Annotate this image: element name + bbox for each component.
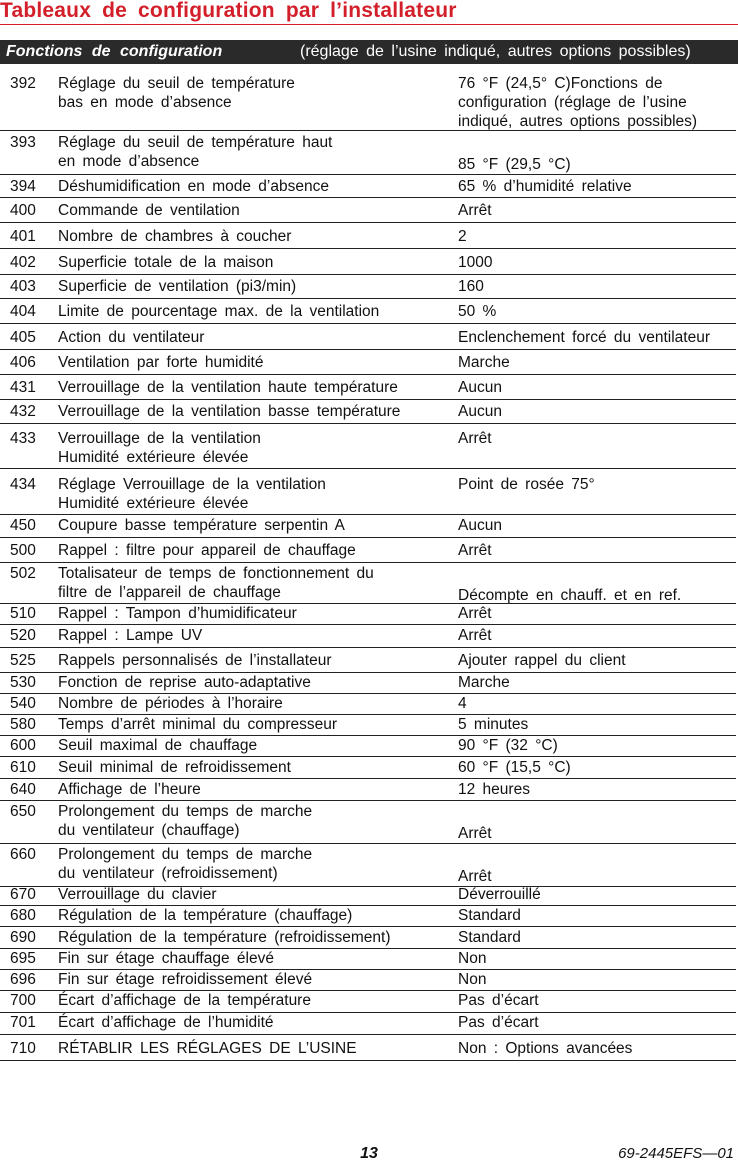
setting-code: 502 [10, 565, 36, 582]
table-row [0, 302, 736, 324]
setting-code: 660 [10, 846, 36, 863]
setting-code: 404 [10, 303, 36, 320]
setting-function-line: Fin sur étage refroidissement élevé [58, 971, 313, 988]
setting-default-value: Marche [458, 354, 510, 371]
setting-function-line: Réglage du seuil de température haut [58, 134, 333, 151]
table-row [0, 694, 736, 715]
setting-code: 402 [10, 254, 36, 271]
setting-default-value: Point de rosée 75° [458, 476, 595, 493]
setting-default-value: Enclenchement forcé du ventilateur [458, 329, 710, 346]
table-row [0, 353, 736, 375]
setting-code: 640 [10, 781, 36, 798]
table-row [0, 802, 736, 844]
title-rule [0, 24, 738, 25]
setting-function [58, 201, 443, 220]
setting-function [58, 564, 443, 602]
setting-function [58, 906, 443, 925]
setting-function-line: Commande de ventilation [58, 202, 240, 219]
table-row [0, 429, 736, 469]
setting-code: 403 [10, 278, 36, 295]
setting-function [58, 133, 443, 171]
setting-default-value: 2 [458, 228, 467, 245]
setting-function-line: Prolongement du temps de marche [58, 803, 313, 820]
setting-function [58, 302, 443, 321]
setting-code: 695 [10, 950, 36, 967]
table-row [0, 475, 736, 515]
setting-function-line: Rappel : filtre pour appareil de chauffage [58, 542, 356, 559]
setting-code: 400 [10, 202, 36, 219]
setting-default-value: Arrêt [458, 202, 492, 219]
page-number: 13 [360, 1145, 378, 1162]
setting-default-value: Aucun [458, 517, 502, 534]
setting-code: 701 [10, 1014, 36, 1031]
table-row [0, 564, 736, 604]
row-divider [0, 399, 736, 400]
row-divider [0, 222, 736, 223]
setting-function [58, 328, 443, 347]
setting-function [58, 802, 443, 840]
setting-default-value: Ajouter rappel du client [458, 652, 626, 669]
row-divider [0, 514, 736, 515]
setting-function [58, 970, 443, 989]
setting-function-line: Humidité extérieure élevée [58, 495, 249, 512]
setting-default-value: 5 minutes [458, 716, 529, 733]
row-divider [0, 374, 736, 375]
row-divider [0, 1060, 736, 1061]
table-row [0, 402, 736, 424]
setting-function [58, 475, 443, 513]
row-divider [0, 562, 736, 563]
setting-code: 610 [10, 759, 36, 776]
setting-default-value: Standard [458, 929, 521, 946]
row-divider [0, 926, 736, 927]
table-row [0, 673, 736, 694]
setting-code: 394 [10, 178, 36, 195]
setting-function-line: Nombre de chambres à coucher [58, 228, 292, 245]
setting-default-value: 90 °F (32 °C) [458, 737, 558, 754]
setting-function [58, 780, 443, 799]
setting-code: 670 [10, 886, 36, 903]
row-divider [0, 349, 736, 350]
row-divider [0, 1034, 736, 1035]
row-divider [0, 756, 736, 757]
setting-function [58, 604, 443, 623]
table-row [0, 970, 736, 991]
header-defaults-note: (réglage de l’usine indiqué, autres options possibles) [300, 43, 691, 60]
table-row [0, 177, 736, 198]
setting-default-value: Arrêt [458, 430, 492, 447]
table-row [0, 906, 736, 927]
setting-function-line: Fonction de reprise auto-adaptative [58, 674, 311, 691]
setting-function-line: Totalisateur de temps de fonctionnement du [58, 565, 374, 582]
table-row [0, 201, 736, 223]
setting-code: 405 [10, 329, 36, 346]
table-row [0, 651, 736, 673]
table-row [0, 1013, 736, 1035]
setting-function [58, 715, 443, 734]
row-divider [0, 468, 736, 469]
setting-code: 401 [10, 228, 36, 245]
row-divider [0, 423, 736, 424]
setting-function [58, 673, 443, 692]
table-row [0, 227, 736, 249]
setting-default-value: 12 heures [458, 781, 530, 798]
setting-code: 680 [10, 907, 36, 924]
setting-function-line: Régulation de la température (refroidissement) [58, 929, 391, 946]
setting-function-line: Rappels personnalisés de l’installateur [58, 652, 332, 669]
setting-function [58, 253, 443, 272]
setting-function-line: Rappel : Lampe UV [58, 627, 203, 644]
table-row [0, 277, 736, 299]
document-id: 69-2445EFS—01 [618, 1145, 734, 1162]
setting-function [58, 177, 443, 196]
setting-code: 431 [10, 379, 36, 396]
table-row [0, 928, 736, 949]
setting-default-value: 60 °F (15,5 °C) [458, 759, 571, 776]
row-divider [0, 647, 736, 648]
row-divider [0, 248, 736, 249]
setting-function [58, 885, 443, 904]
table-row [0, 991, 736, 1013]
row-divider [0, 130, 736, 131]
setting-function-line: Seuil maximal de chauffage [58, 737, 258, 754]
setting-default-value: Pas d’écart [458, 992, 539, 1009]
setting-function-line: Action du ventilateur [58, 329, 205, 346]
table-row [0, 541, 736, 563]
row-divider [0, 624, 736, 625]
setting-function-line: Superficie de ventilation (pi3/min) [58, 278, 297, 295]
setting-code: 434 [10, 476, 36, 493]
setting-function [58, 227, 443, 246]
setting-code: 696 [10, 971, 36, 988]
setting-default-value: Déverrouillé [458, 886, 541, 903]
setting-default-value: Standard [458, 907, 521, 924]
header-functions-label: Fonctions de configuration [6, 43, 223, 60]
setting-code: 520 [10, 627, 36, 644]
setting-code: 392 [10, 75, 36, 92]
setting-function-line: filtre de l’appareil de chauffage [58, 584, 281, 601]
table-row [0, 133, 736, 175]
setting-function-line: RÉTABLIR LES RÉGLAGES DE L’USINE [58, 1040, 357, 1057]
row-divider [0, 778, 736, 779]
setting-default-value: Pas d’écart [458, 1014, 539, 1031]
row-divider [0, 197, 736, 198]
setting-function [58, 845, 443, 883]
setting-function [58, 651, 443, 670]
setting-function-line: Écart d’affichage de l’humidité [58, 1014, 274, 1031]
setting-function [58, 928, 443, 947]
setting-default-value: Non [458, 971, 487, 988]
setting-default-value: Arrêt [458, 825, 492, 842]
setting-function-line: Verrouillage de la ventilation [58, 430, 261, 447]
table-row [0, 715, 736, 736]
setting-function-line: bas en mode d’absence [58, 94, 232, 111]
setting-function [58, 277, 443, 296]
setting-function-line: Humidité extérieure élevée [58, 449, 249, 466]
setting-function [58, 1039, 443, 1058]
setting-code: 700 [10, 992, 36, 1009]
setting-function-line: Superficie totale de la maison [58, 254, 274, 271]
table-header [0, 40, 738, 64]
setting-code: 580 [10, 716, 36, 733]
setting-function-line: Réglage du seuil de température [58, 75, 295, 92]
setting-function-line: Verrouillage du clavier [58, 886, 217, 903]
row-divider [0, 174, 736, 175]
table-row [0, 626, 736, 648]
setting-default-value: Marche [458, 674, 510, 691]
table-row [0, 328, 736, 350]
setting-function [58, 626, 443, 645]
setting-function [58, 758, 443, 777]
table-row [0, 74, 736, 131]
setting-function [58, 402, 443, 421]
setting-function [58, 991, 443, 1010]
setting-default-value: 65 % d’humidité relative [458, 178, 632, 195]
table-row [0, 780, 736, 801]
setting-function-line: Déshumidification en mode d’absence [58, 178, 329, 195]
setting-function-line: Régulation de la température (chauffage) [58, 907, 353, 924]
row-divider [0, 843, 736, 844]
setting-code: 432 [10, 403, 36, 420]
setting-code: 393 [10, 134, 36, 151]
setting-function [58, 736, 443, 755]
table-row [0, 604, 736, 625]
setting-default-value: 160 [458, 278, 484, 295]
setting-default-value: 76 °F (24,5° C)Fonctions de configuration (réglage de l’usine indiqué, autres options possibles) [458, 75, 698, 130]
setting-default-value: Aucun [458, 379, 502, 396]
setting-function-line: du ventilateur (refroidissement) [58, 865, 278, 882]
setting-code: 690 [10, 929, 36, 946]
row-divider [0, 298, 736, 299]
setting-function-line: Temps d’arrêt minimal du compresseur [58, 716, 338, 733]
setting-default-value: Arrêt [458, 542, 492, 559]
setting-code: 500 [10, 542, 36, 559]
setting-function-line: Écart d’affichage de la température [58, 992, 311, 1009]
setting-code: 540 [10, 695, 36, 712]
table-row [0, 253, 736, 275]
setting-function [58, 694, 443, 713]
setting-function [58, 74, 443, 112]
setting-function-line: en mode d’absence [58, 153, 200, 170]
setting-function [58, 541, 443, 560]
setting-function-line: Rappel : Tampon d’humidificateur [58, 605, 297, 622]
setting-function [58, 949, 443, 968]
table-row [0, 885, 736, 906]
setting-code: 450 [10, 517, 36, 534]
setting-function [58, 429, 443, 467]
setting-function-line: Fin sur étage chauffage élevé [58, 950, 274, 967]
setting-default-value: Non : Options avancées [458, 1040, 633, 1057]
setting-function [58, 378, 443, 397]
setting-function-line: Prolongement du temps de marche [58, 846, 313, 863]
setting-function [58, 516, 443, 535]
setting-code: 406 [10, 354, 36, 371]
setting-code: 530 [10, 674, 36, 691]
setting-code: 525 [10, 652, 36, 669]
setting-function-line: Ventilation par forte humidité [58, 354, 264, 371]
table-row [0, 1039, 736, 1061]
table-row [0, 736, 736, 757]
setting-function-line: Seuil minimal de refroidissement [58, 759, 291, 776]
setting-default-value: Arrêt [458, 868, 492, 885]
setting-code: 710 [10, 1040, 36, 1057]
setting-default-value: 85 °F (29,5 °C) [458, 156, 571, 173]
table-row [0, 378, 736, 400]
page-title: Tableaux de configuration par l’installateur [0, 0, 457, 22]
setting-default-value: Décompte en chauff. et en ref. [458, 587, 682, 604]
setting-function-line: du ventilateur (chauffage) [58, 822, 240, 839]
setting-function [58, 1013, 443, 1032]
setting-function [58, 353, 443, 372]
row-divider [0, 274, 736, 275]
table-row [0, 949, 736, 970]
setting-function-line: Coupure basse température serpentin A [58, 517, 345, 534]
setting-code: 510 [10, 605, 36, 622]
setting-function-line: Verrouillage de la ventilation basse température [58, 403, 401, 420]
row-divider [0, 537, 736, 538]
setting-function-line: Réglage Verrouillage de la ventilation [58, 476, 326, 493]
table-row [0, 845, 736, 887]
setting-function-line: Nombre de périodes à l’horaire [58, 695, 283, 712]
setting-default-value: 50 % [458, 303, 497, 320]
setting-function-line: Affichage de l’heure [58, 781, 201, 798]
setting-function-line: Limite de pourcentage max. de la ventilation [58, 303, 380, 320]
row-divider [0, 323, 736, 324]
setting-default-value: 4 [458, 695, 467, 712]
table-row [0, 758, 736, 779]
setting-code: 600 [10, 737, 36, 754]
setting-default-value: Non [458, 950, 487, 967]
setting-default-value: Aucun [458, 403, 502, 420]
setting-function-line: Verrouillage de la ventilation haute température [58, 379, 398, 396]
table-row [0, 516, 736, 538]
setting-default-value: Arrêt [458, 627, 492, 644]
row-divider [0, 800, 736, 801]
setting-default-value: Arrêt [458, 605, 492, 622]
setting-code: 650 [10, 803, 36, 820]
setting-default-value: 1000 [458, 254, 493, 271]
setting-code: 433 [10, 430, 36, 447]
